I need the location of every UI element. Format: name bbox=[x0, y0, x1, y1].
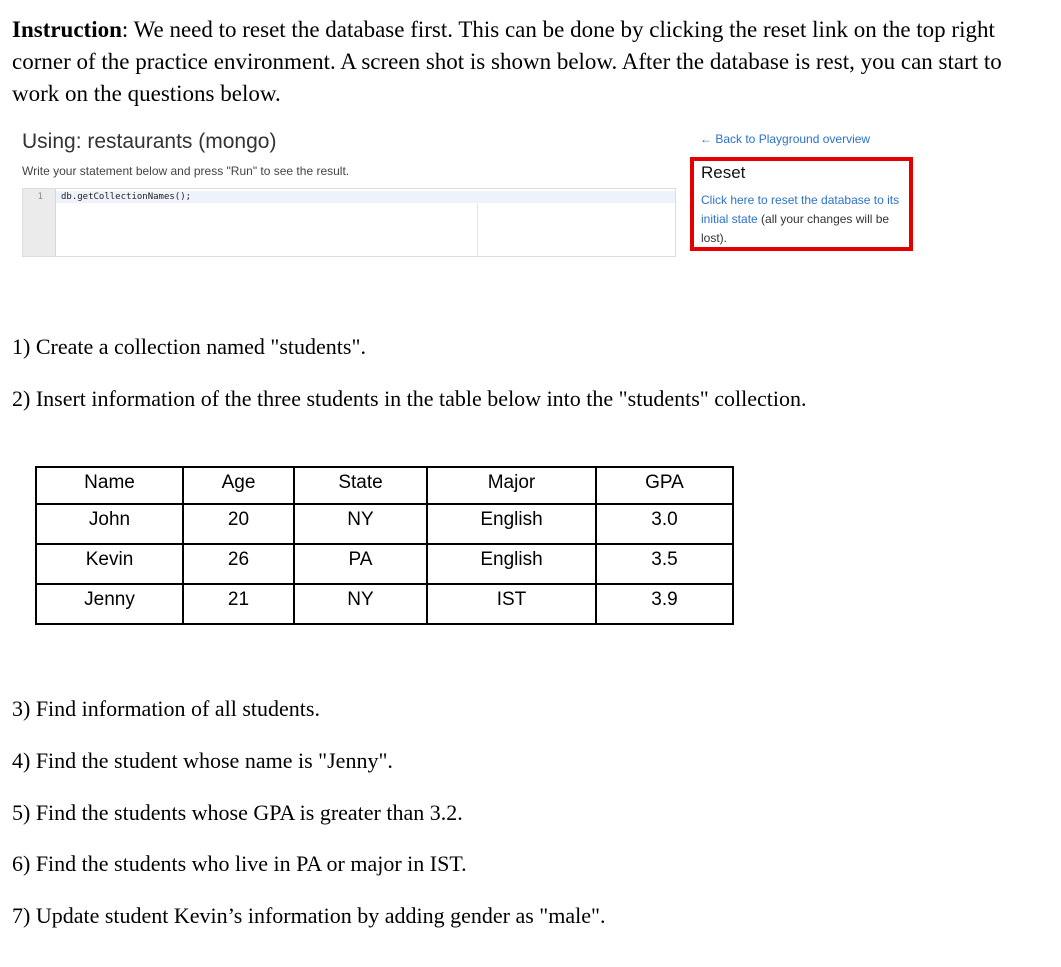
instruction-text: : We need to reset the database first. This can be done by clicking the reset link on the top right corner of the practice environment. A screen shot is shown below. After the database is rest, you can start to work on the questions below. bbox=[12, 17, 1002, 106]
reset-description bbox=[701, 191, 906, 248]
editor-divider bbox=[477, 203, 478, 256]
question-1: 1) Create a collection named "students". bbox=[12, 334, 366, 359]
column-header: Age bbox=[183, 467, 294, 504]
reset-link[interactable]: Click here to reset the database to its initial state bbox=[701, 193, 900, 226]
table-cell: 20 bbox=[183, 504, 294, 544]
column-header: Name bbox=[36, 467, 183, 504]
table-cell: NY bbox=[294, 504, 427, 544]
column-header: GPA bbox=[596, 467, 733, 504]
reset-highlight-box bbox=[690, 157, 913, 251]
table-header-row bbox=[36, 467, 733, 504]
question-7: 7) Update student Kevin’s information by adding gender as "male". bbox=[12, 903, 606, 928]
code-editor[interactable] bbox=[22, 188, 676, 257]
table-cell: 21 bbox=[183, 584, 294, 624]
instruction-label: Instruction bbox=[12, 17, 122, 42]
table-cell: Kevin bbox=[36, 544, 183, 584]
table-cell: 26 bbox=[183, 544, 294, 584]
reset-title: Reset bbox=[701, 163, 746, 182]
table-cell: English bbox=[427, 504, 596, 544]
table-cell: John bbox=[36, 504, 183, 544]
question-3: 3) Find information of all students. bbox=[12, 696, 320, 721]
table-cell: English bbox=[427, 544, 596, 584]
reset-note: (all your changes will be lost). bbox=[701, 212, 890, 245]
playground-title: Using: restaurants (mongo) bbox=[22, 130, 277, 153]
playground-screenshot bbox=[0, 126, 1061, 261]
editor-gutter bbox=[23, 189, 56, 256]
students-table bbox=[35, 466, 734, 625]
question-2: 2) Insert information of the three students in the table below into the "students" collection. bbox=[12, 386, 807, 411]
back-to-playground-link[interactable]: ← Back to Playground overview bbox=[700, 132, 871, 146]
table-row bbox=[36, 584, 733, 624]
table-row bbox=[36, 504, 733, 544]
column-header: State bbox=[294, 467, 427, 504]
table-row bbox=[36, 544, 733, 584]
playground-subtitle: Write your statement below and press "Run" to see the result. bbox=[22, 164, 350, 178]
question-6: 6) Find the students who live in PA or major in IST. bbox=[12, 851, 467, 876]
table-cell: NY bbox=[294, 584, 427, 624]
table-cell: PA bbox=[294, 544, 427, 584]
column-header: Major bbox=[427, 467, 596, 504]
table-cell: IST bbox=[427, 584, 596, 624]
instruction-paragraph bbox=[12, 14, 1052, 110]
table-cell: 3.0 bbox=[596, 504, 733, 544]
question-5: 5) Find the students whose GPA is greater than 3.2. bbox=[12, 800, 463, 825]
question-4: 4) Find the student whose name is "Jenny". bbox=[12, 748, 393, 773]
table-cell: 3.5 bbox=[596, 544, 733, 584]
line-number: 1 bbox=[37, 192, 43, 202]
table-cell: Jenny bbox=[36, 584, 183, 624]
code-line[interactable]: db.getCollectionNames(); bbox=[61, 192, 192, 202]
table-cell: 3.9 bbox=[596, 584, 733, 624]
